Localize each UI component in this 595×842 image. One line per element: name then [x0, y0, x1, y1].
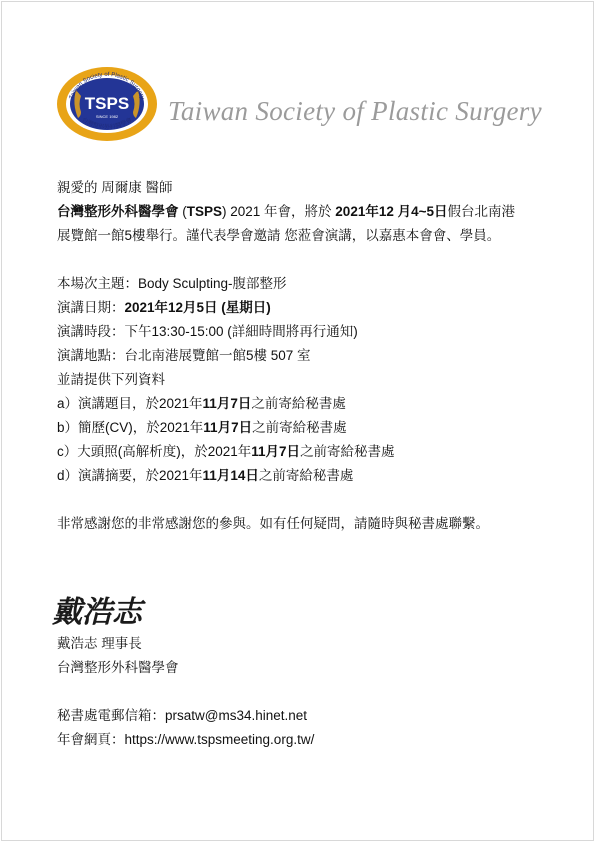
lecture-venue: 演講地點：台北南港展覽館一館5樓 507 室	[57, 348, 311, 363]
event-date-bold: 2021年12 月4~5日	[335, 204, 448, 219]
logo-acronym: TSPS	[84, 94, 130, 113]
list-item: c）大頭照(高解析度)，於2021年11月7日之前寄給秘書處	[57, 444, 395, 459]
org-name-bold: 台灣整形外科醫學會	[57, 204, 179, 219]
thanks-line: 非常感謝您的非常感謝您的參與。如有任何疑問，請隨時與秘書處聯繫。	[57, 516, 489, 531]
tsps-logo	[56, 66, 158, 142]
conference-website: 年會網頁：https://www.tspsmeeting.org.tw/	[57, 732, 315, 747]
signer-name-title: 戴浩志 理事長	[57, 636, 142, 651]
logo-arc-text: Taiwan Society of Plastic Surgery	[68, 71, 146, 101]
secretariat-email: 秘書處電郵信箱：prsatw@ms34.hinet.net	[57, 708, 308, 723]
signer-organization: 台灣整形外科醫學會	[57, 660, 179, 675]
paragraph-1-line-2: 展覽館一館5樓舉行。謹代表學會邀請 您蒞會演講，以嘉惠本會會、學員。	[57, 228, 501, 243]
logo-since: SINCE 1982	[95, 114, 119, 119]
paragraph-1-line-1: 台灣整形外科醫學會 (TSPS) 2021 年會，將於 2021年12 月4~5日假台北南港	[57, 204, 515, 219]
svg-text:戴浩志: 戴浩志	[52, 595, 142, 630]
lecture-date: 演講日期：2021年12月5日 (星期日)	[57, 300, 271, 315]
tsps-bold: TSPS	[186, 204, 223, 219]
list-item: a）演講題目，於2021年11月7日之前寄給秘書處	[57, 396, 346, 411]
greeting: 親愛的 周爾康 醫師	[57, 180, 173, 195]
request-heading: 並請提供下列資料	[57, 372, 165, 387]
list-item: d）演講摘要，於2021年11月14日之前寄給秘書處	[57, 468, 354, 483]
lecture-time: 演講時段：下午13:30-15:00 (詳細時間將再行通知)	[57, 324, 358, 339]
session-topic: 本場次主題：Body Sculpting-腹部整形	[57, 276, 287, 291]
list-item: b）簡歷(CV)，於2021年11月7日之前寄給秘書處	[57, 420, 347, 435]
handwritten-signature	[52, 590, 172, 630]
org-name-english: Taiwan Society of Plastic Surgery	[168, 96, 542, 126]
logo-chinese-name: 台灣整形外科醫學會	[80, 116, 134, 131]
lecture-date-value: 2021年12月5日 (星期日)	[124, 300, 271, 315]
